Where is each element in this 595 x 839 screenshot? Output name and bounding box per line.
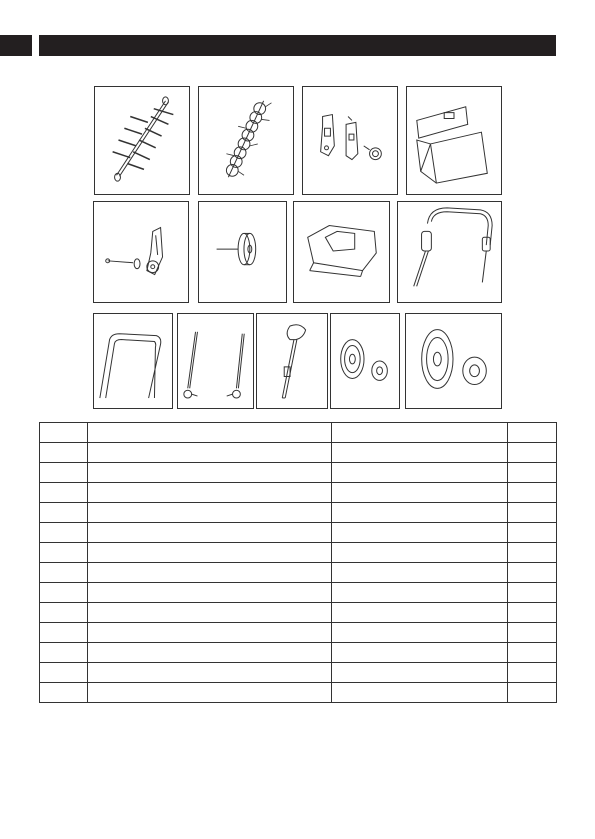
table-cell xyxy=(40,503,88,523)
grass-box-top-icon xyxy=(294,202,389,302)
part-height-adjust-brackets xyxy=(302,86,398,195)
table-cell xyxy=(332,563,508,583)
part-scarifier-roller xyxy=(198,86,294,195)
table-cell xyxy=(88,683,332,703)
table-cell xyxy=(508,563,557,583)
table-cell xyxy=(508,443,557,463)
lever-knob-assembly-icon xyxy=(94,202,188,302)
table-cell xyxy=(332,523,508,543)
table-cell xyxy=(88,483,332,503)
table-cell xyxy=(40,543,88,563)
table-cell xyxy=(508,523,557,543)
part-upper-handle xyxy=(397,201,502,303)
rear-wheel-axle-icon xyxy=(199,202,286,302)
table-cell xyxy=(332,643,508,663)
part-grass-box-frame xyxy=(406,86,502,195)
table-row xyxy=(40,663,557,683)
grass-box-frame-icon xyxy=(407,87,501,194)
table-cell xyxy=(88,543,332,563)
table-cell xyxy=(40,463,88,483)
table-cell xyxy=(508,643,557,663)
section-header-bar xyxy=(39,35,556,56)
part-lower-handle-bars xyxy=(93,313,173,409)
table-cell xyxy=(88,663,332,683)
table-cell xyxy=(88,463,332,483)
table-cell xyxy=(508,583,557,603)
table-row xyxy=(40,623,557,643)
table-cell xyxy=(508,623,557,643)
table-cell xyxy=(332,683,508,703)
table-row xyxy=(40,463,557,483)
table-cell xyxy=(508,503,557,523)
table-row xyxy=(40,683,557,703)
table-cell xyxy=(332,583,508,603)
table-row xyxy=(40,543,557,563)
table-cell xyxy=(332,623,508,643)
table-cell xyxy=(508,543,557,563)
table-cell xyxy=(332,543,508,563)
table-cell xyxy=(40,563,88,583)
table-cell xyxy=(40,483,88,503)
table-row xyxy=(40,483,557,503)
small-wheel-icon xyxy=(331,314,399,408)
part-small-wheel xyxy=(330,313,400,409)
table-cell xyxy=(508,603,557,623)
part-large-wheel xyxy=(405,313,502,409)
upper-handle-icon xyxy=(398,202,501,302)
table-row xyxy=(40,583,557,603)
part-rear-wheel-axle xyxy=(198,201,287,303)
middle-handle-icon xyxy=(178,314,253,408)
scarifier-roller-icon xyxy=(199,87,293,194)
large-wheel-icon xyxy=(406,314,501,408)
table-cell xyxy=(332,483,508,503)
table-cell xyxy=(508,663,557,683)
table-cell xyxy=(40,663,88,683)
table-cell xyxy=(40,523,88,543)
table-cell xyxy=(88,443,332,463)
table-cell xyxy=(88,583,332,603)
table-cell xyxy=(332,443,508,463)
part-tine-shaft xyxy=(94,86,190,195)
table-cell xyxy=(40,643,88,663)
table-cell xyxy=(508,463,557,483)
part-adjust-lever xyxy=(256,313,328,409)
table-row xyxy=(40,603,557,623)
table-cell xyxy=(88,423,332,443)
table-cell xyxy=(88,623,332,643)
table-cell xyxy=(40,423,88,443)
table-cell xyxy=(88,563,332,583)
parts-table xyxy=(39,422,557,703)
table-cell xyxy=(508,683,557,703)
adjust-lever-icon xyxy=(257,314,327,408)
table-cell xyxy=(88,503,332,523)
table-row xyxy=(40,423,557,443)
table-row xyxy=(40,563,557,583)
table-cell xyxy=(88,523,332,543)
table-cell xyxy=(40,683,88,703)
lower-handle-bars-icon xyxy=(94,314,172,408)
table-row xyxy=(40,523,557,543)
part-grass-box-top xyxy=(293,201,390,303)
table-cell xyxy=(88,643,332,663)
part-middle-handle xyxy=(177,313,254,409)
height-adjust-brackets-icon xyxy=(303,87,397,194)
table-cell xyxy=(88,603,332,623)
section-number-tab xyxy=(0,35,32,56)
table-cell xyxy=(508,423,557,443)
parts-table-body xyxy=(40,423,557,703)
table-cell xyxy=(332,463,508,483)
table-row xyxy=(40,503,557,523)
table-cell xyxy=(332,603,508,623)
tine-shaft-icon xyxy=(95,87,189,194)
table-cell xyxy=(508,483,557,503)
table-cell xyxy=(40,603,88,623)
table-row xyxy=(40,643,557,663)
table-cell xyxy=(332,423,508,443)
table-row xyxy=(40,443,557,463)
table-cell xyxy=(332,503,508,523)
table-cell xyxy=(332,663,508,683)
table-cell xyxy=(40,583,88,603)
table-cell xyxy=(40,443,88,463)
table-cell xyxy=(40,623,88,643)
part-lever-knob-assembly xyxy=(93,201,189,303)
